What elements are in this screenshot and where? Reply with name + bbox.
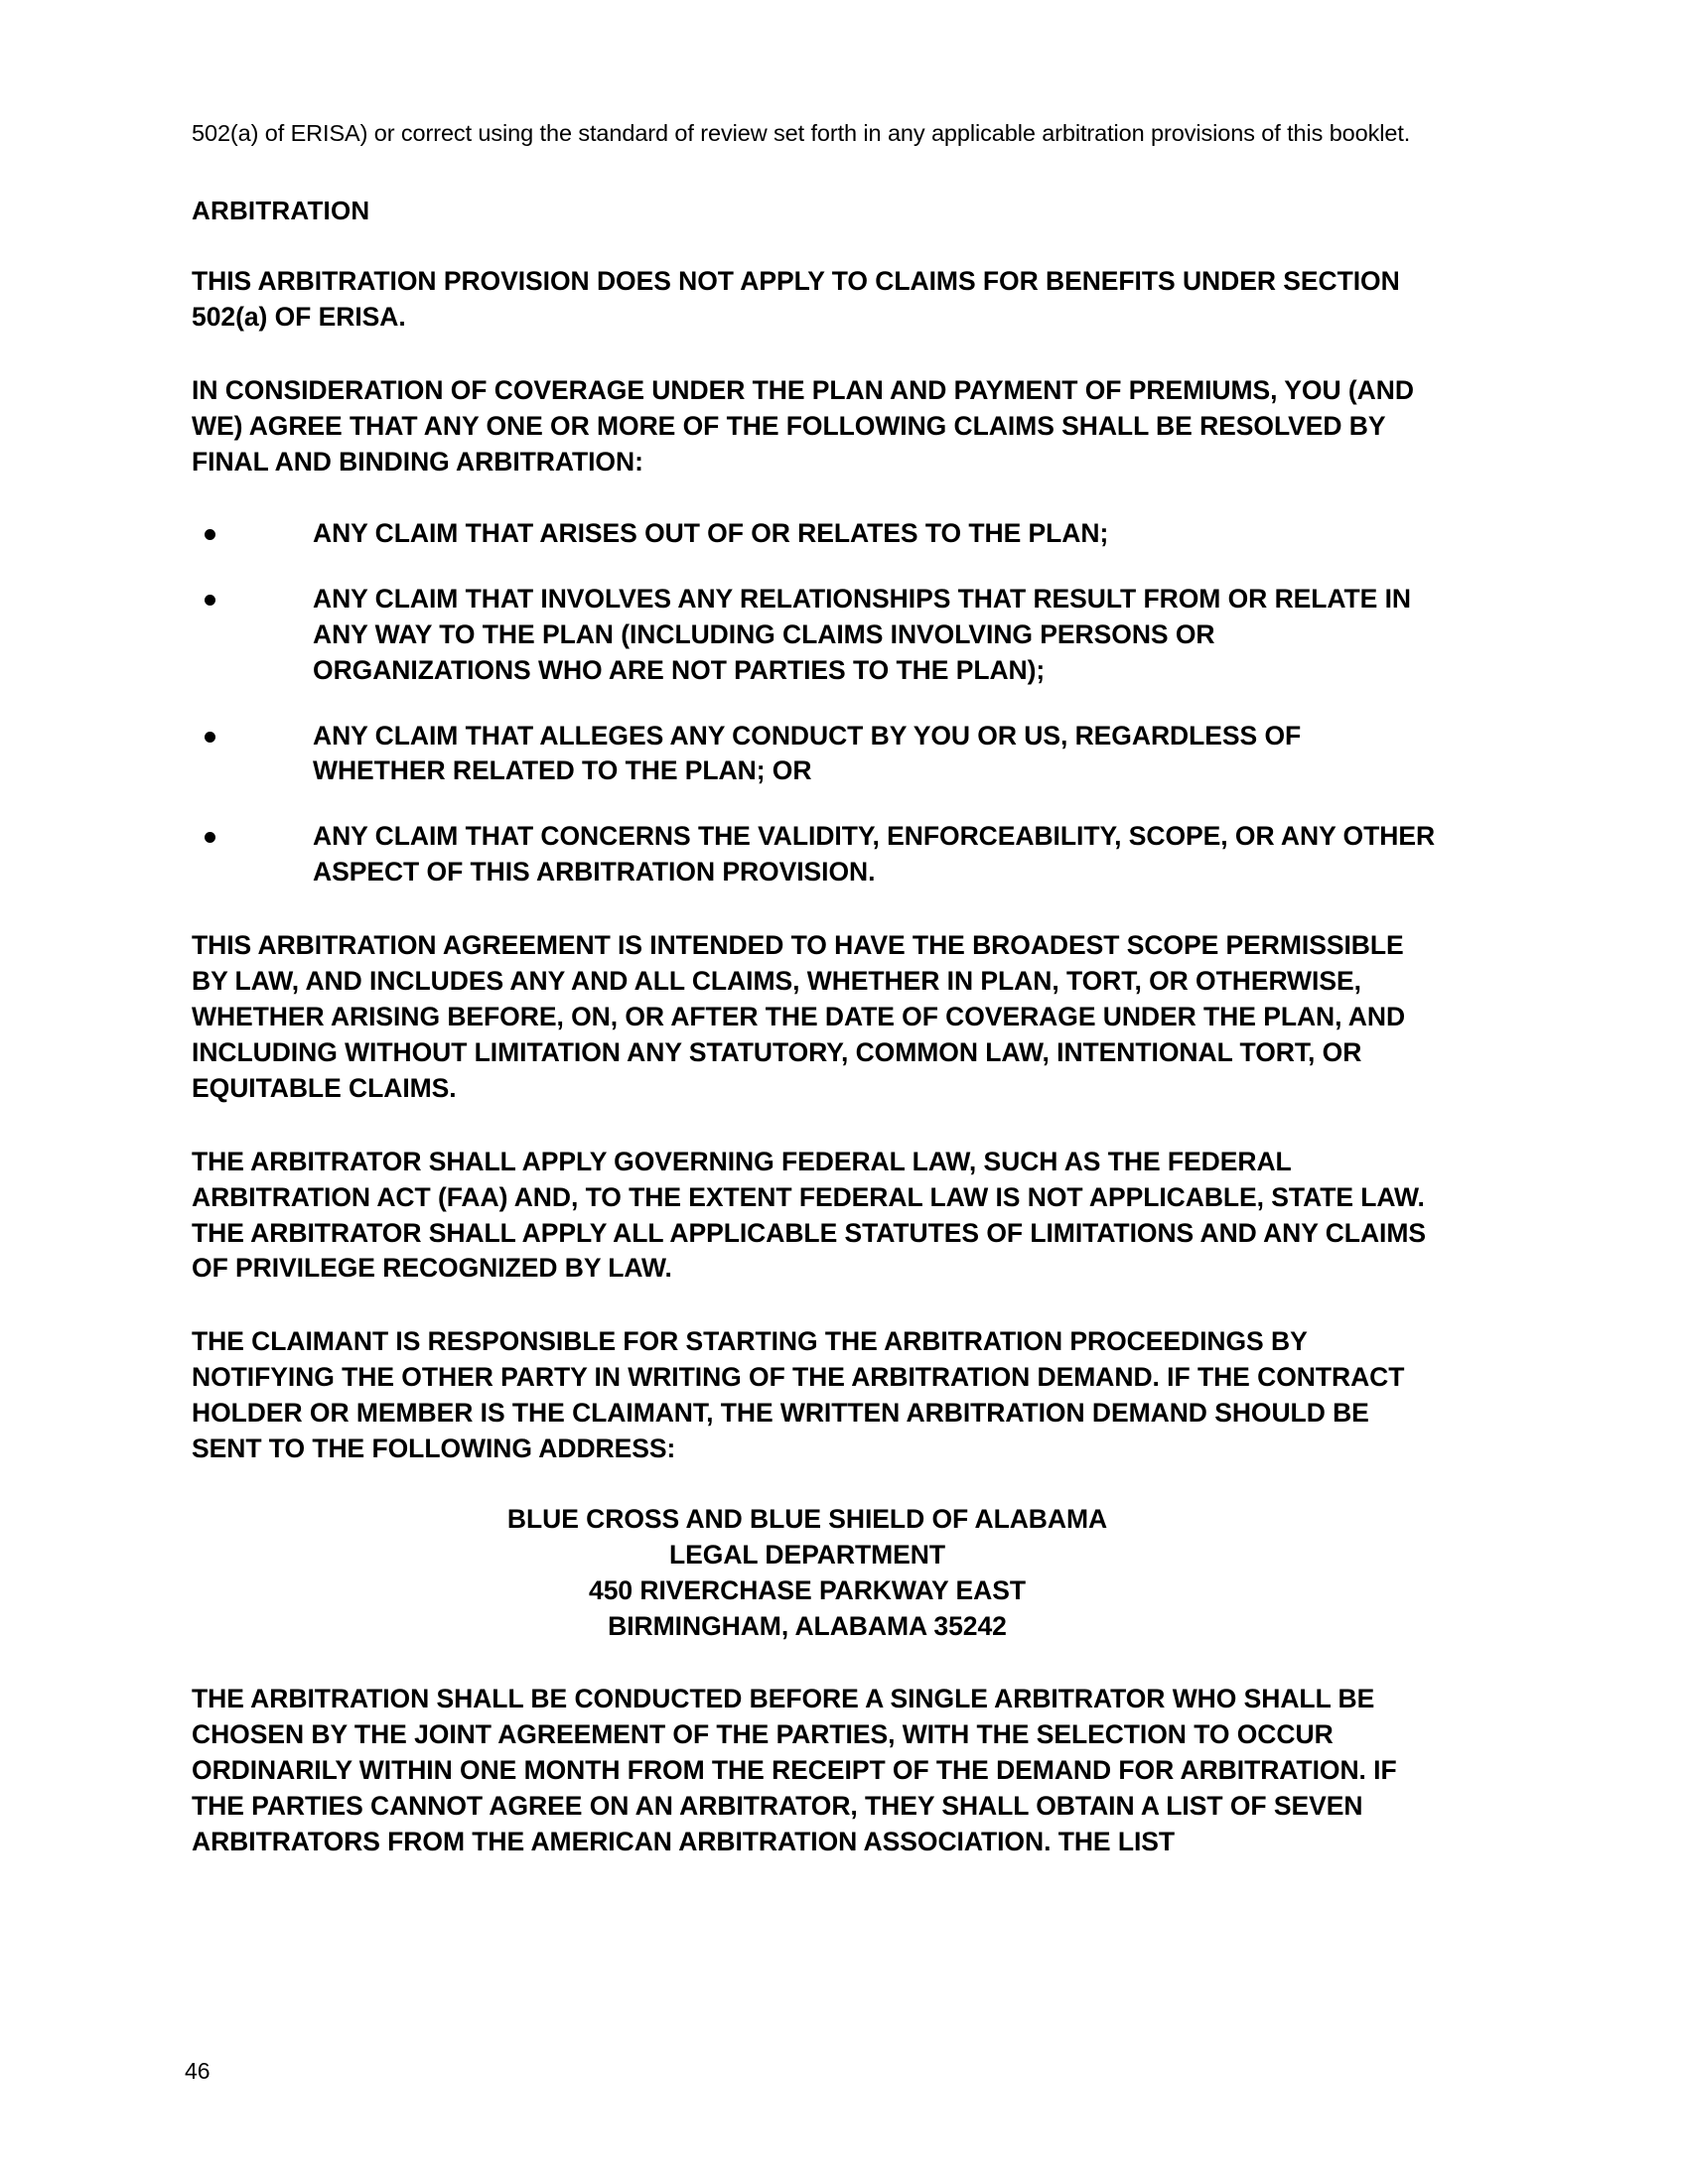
paragraph-arbitrator-selection: THE ARBITRATION SHALL BE CONDUCTED BEFORE A SINGLE ARBITRATOR WHO SHALL BE CHOSEN BY THE JOINT AGREEMENT OF THE PARTIES, WITH THE SELECTION TO OCCUR ORDINARILY WITHIN ONE MONTH FROM THE RECEIPT OF THE DEMAND FOR ARBITRATION. IF THE PARTIES CANNOT AGREE ON AN ARBITRATOR, THEY SHALL OBTAIN A LIST OF SEVEN ARBITRATORS FROM THE AMERICAN ARBITRATION ASSOCIATION. THE LIST <box>192 1684 1397 1856</box>
paragraph-arbitration-scope-exclusion: THIS ARBITRATION PROVISION DOES NOT APPLY TO CLAIMS FOR BENEFITS UNDER SECTION 502(a) OF ERISA. <box>192 266 1400 333</box>
paragraph-governing-law: THE ARBITRATOR SHALL APPLY GOVERNING FEDERAL LAW, SUCH AS THE FEDERAL ARBITRATION ACT (FAA) AND, TO THE EXTENT FEDERAL LAW IS NOT APPLICABLE, STATE LAW. THE ARBITRATOR SHALL APPLY ALL APPLICABLE STATUTES OF LIMITATIONS AND ANY CLAIMS OF PRIVILEGE RECOGNIZED BY LAW. <box>192 1146 1426 1284</box>
list-item-text: ANY CLAIM THAT ALLEGES ANY CONDUCT BY YOU OR US, REGARDLESS OF WHETHER RELATED TO THE PLAN; OR <box>313 720 1302 786</box>
claims-bullet-list <box>192 516 1453 890</box>
list-item-text: ANY CLAIM THAT INVOLVES ANY RELATIONSHIPS THAT RESULT FROM OR RELATE IN ANY WAY TO THE PLAN (INCLUDING CLAIMS INVOLVING PERSONS OR ORGANIZATIONS WHO ARE NOT PARTIES TO THE PLAN); <box>313 583 1412 685</box>
paragraph-consideration-of-coverage: IN CONSIDERATION OF COVERAGE UNDER THE PLAN AND PAYMENT OF PREMIUMS, YOU (AND WE) AGREE THAT ANY ONE OR MORE OF THE FOLLOWING CLAIMS SHALL BE RESOLVED BY FINAL AND BINDING ARBITRATION: <box>192 375 1414 477</box>
bullet-dot-icon <box>205 832 215 843</box>
bullet-dot-icon <box>205 595 215 606</box>
address-line-organization: BLUE CROSS AND BLUE SHIELD OF ALABAMA <box>506 1503 1108 1534</box>
list-item <box>192 516 1440 552</box>
list-item-text: ANY CLAIM THAT CONCERNS THE VALIDITY, ENFORCEABILITY, SCOPE, OR ANY OTHER ASPECT OF THIS ARBITRATION PROVISION. <box>313 821 1436 887</box>
list-item <box>192 582 1440 689</box>
paragraph-claimant-responsibility: THE CLAIMANT IS RESPONSIBLE FOR STARTING THE ARBITRATION PROCEEDINGS BY NOTIFYING THE OTHER PARTY IN WRITING OF THE ARBITRATION DEMAND. IF THE CONTRACT HOLDER OR MEMBER IS THE CLAIMANT, THE WRITTEN ARBITRATION DEMAND SHOULD BE SENT TO THE FOLLOWING ADDRESS: <box>192 1326 1405 1464</box>
address-line-department: LEGAL DEPARTMENT <box>669 1539 945 1570</box>
paragraph-broadest-scope: THIS ARBITRATION AGREEMENT IS INTENDED TO HAVE THE BROADEST SCOPE PERMISSIBLE BY LAW, AND INCLUDES ANY AND ALL CLAIMS, WHETHER IN PLAN, TORT, OR OTHERWISE, WHETHER ARISING BEFORE, ON, OR AFTER THE DATE OF COVERAGE UNDER THE PLAN, AND INCLUDING WITHOUT LIMITATION ANY STATUTORY, COMMON LAW, INTENTIONAL TORT, OR EQUITABLE CLAIMS. <box>192 930 1406 1103</box>
arbitration-demand-address <box>192 1501 1423 1644</box>
page-number: 46 <box>185 2058 211 2084</box>
list-item <box>192 719 1440 790</box>
intro-paragraph: 502(a) of ERISA) or correct using the standard of review set forth in any applicable arbitration provisions of this booklet. <box>192 120 1411 146</box>
page-content <box>192 117 1453 1860</box>
section-heading-arbitration: ARBITRATION <box>192 196 370 226</box>
list-item-text: ANY CLAIM THAT ARISES OUT OF OR RELATES TO THE PLAN; <box>313 517 1109 548</box>
list-item <box>192 819 1440 890</box>
bullet-dot-icon <box>205 732 215 743</box>
bullet-dot-icon <box>205 529 215 540</box>
address-line-street: 450 RIVERCHASE PARKWAY EAST <box>589 1575 1026 1605</box>
address-line-city-state-zip: BIRMINGHAM, ALABAMA 35242 <box>608 1611 1007 1642</box>
